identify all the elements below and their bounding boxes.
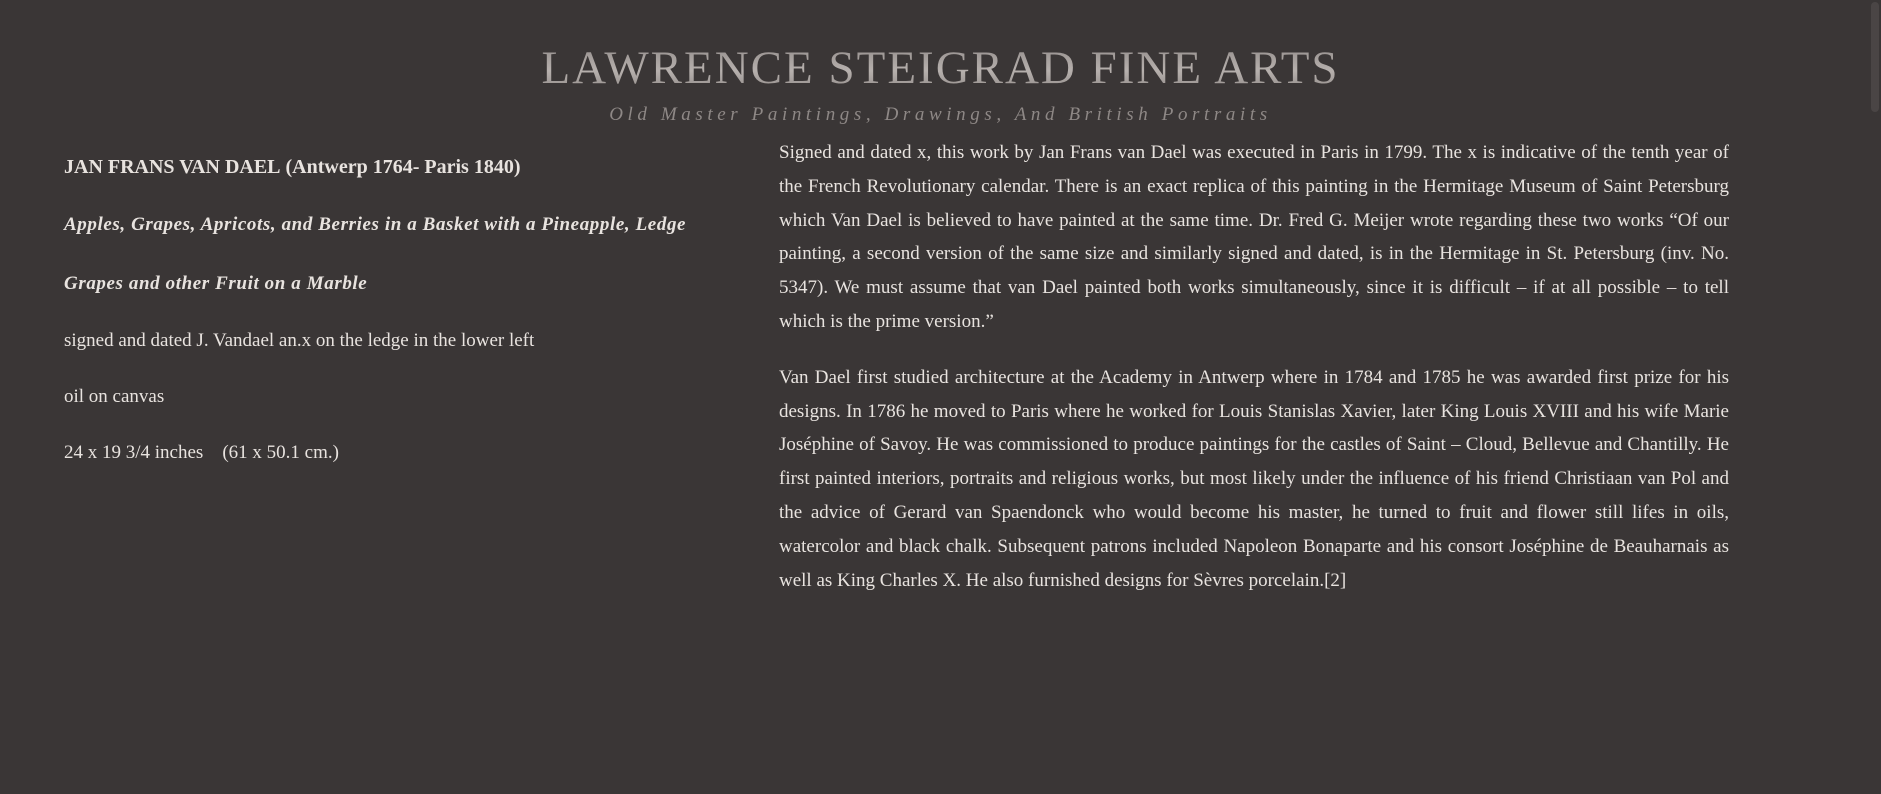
page-scrollbar[interactable] (1867, 0, 1881, 794)
site-header (0, 40, 1881, 126)
site-tagline: Old Master Paintings, Drawings, And British Portraits (609, 104, 1272, 125)
artwork-title: Apples, Grapes, Apricots, and Berries in a Basket with a Pineapple, Ledge (64, 214, 687, 235)
artist-name: JAN FRANS VAN DAEL (64, 156, 281, 178)
artist-line (64, 152, 704, 182)
site-title[interactable]: LAWRENCE STEIGRAD FINE ARTS (541, 42, 1340, 94)
artwork-medium: oil on canvas (64, 386, 165, 407)
artwork-description (779, 136, 1729, 619)
artist-life: (Antwerp 1764- Paris 1840) (285, 156, 521, 178)
description-paragraph: Van Dael first studied architecture at the Academy in Antwerp where in 1784 and 1785 he was awarded first prize for his designs. In 1786 he moved to Paris where he worked for Louis Stanislas Xavier, later King Louis XVIII and his wife Marie Joséphine of Savoy. He was commissioned to produce paintings for the castles of Saint – Cloud, Bellevue and Chantilly. He first painted interiors, portraits and religious works, but most likely under the influence of his friend Christiaan van Pol and the advice of Gerard van Spaendonck who would become his master, he turned to fruit and flower still lifes in oils, watercolor and black chalk. Subsequent patrons included Napoleon Bonaparte and his consort Joséphine de Beauharnais as well as King Charles X. He also furnished designs for Sèvres porcelain.[2] (779, 366, 1729, 591)
artwork-inscription: signed and dated J. Vandael an.x on the ledge in the lower left (64, 330, 535, 351)
artwork-title-secondary: Grapes and other Fruit on a Marble (64, 273, 368, 294)
artwork-dimensions: 24 x 19 3/4 inches (61 x 50.1 cm.) (64, 442, 339, 463)
artwork-details (64, 152, 704, 494)
description-paragraph: Signed and dated x, this work by Jan Frans van Dael was executed in Paris in 1799. The x is indicative of the tenth year of the French Revolutionary calendar. There is an exact replica of this painting in the Hermitage Museum of Saint Petersburg which Van Dael is believed to have painted at the same time. Dr. Fred G. Meijer wrote regarding these two works “Of our painting, a second version of the same size and similarly signed and dated, is in the Hermitage in St. Petersburg (inv. No. 5347). We must assume that van Dael painted both works simultaneously, since it is difficult – if at all possible – to tell which is the prime version.” (779, 142, 1729, 332)
scrollbar-thumb[interactable] (1871, 2, 1879, 112)
